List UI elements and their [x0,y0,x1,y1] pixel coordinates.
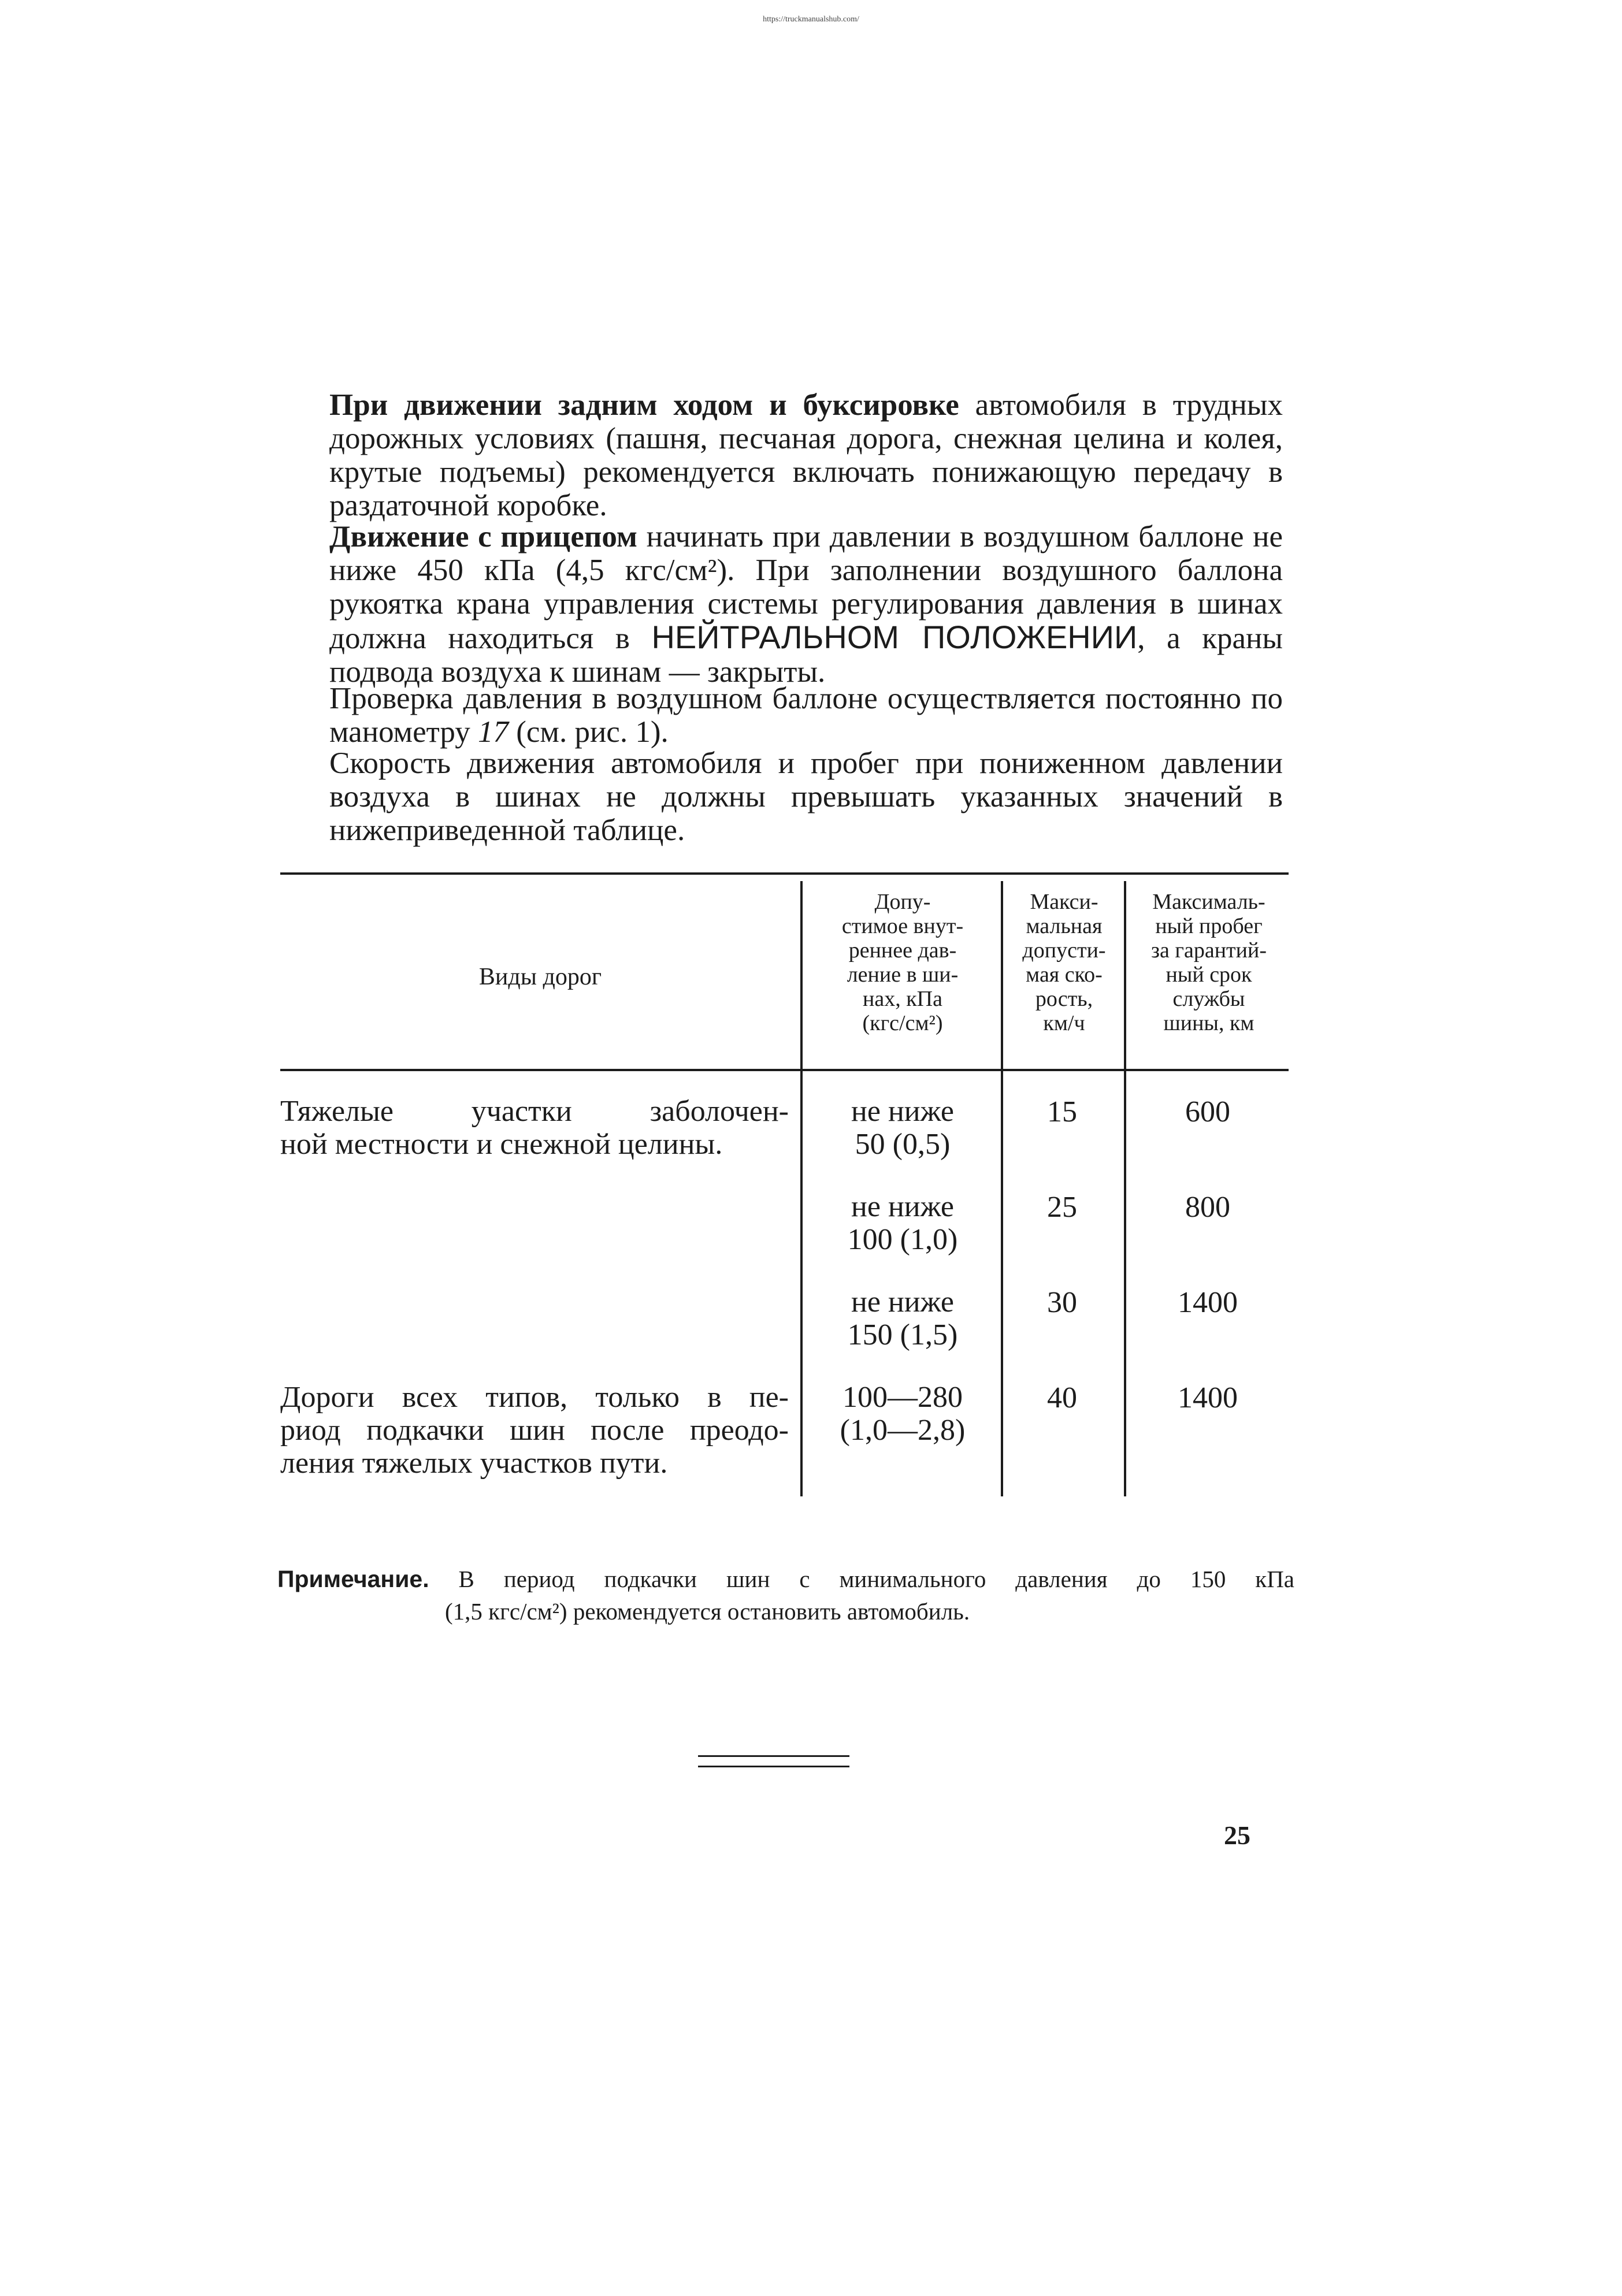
table-cell-speed: 15 [1047,1095,1077,1128]
table-column-divider [800,881,803,1496]
table-column-divider [1124,881,1126,1496]
header-max-mileage [1128,890,1290,1035]
table-cell-mileage: 1400 [1178,1381,1238,1414]
paragraph-lead-bold: При движении задним ходом и буксировке [329,388,959,422]
road-type-line: риод подкачки шин после преодо- [280,1414,789,1447]
road-type-line: Дороги всех типов, только в пе- [280,1381,789,1414]
table-top-rule [280,872,1289,875]
table-cell-mileage: 1400 [1178,1286,1238,1319]
header-line: мальная [1026,914,1103,938]
table-cell-mileage: 800 [1185,1191,1230,1224]
paragraph-lead-bold: Движение с прицепом [329,520,637,553]
header-line: за гарантий- [1151,938,1267,963]
header-line: службы [1172,987,1245,1011]
gauge-reference: 17 [477,715,509,749]
pressure-line: 150 (1,5) [847,1318,958,1351]
table-note [277,1563,1294,1628]
table-column-divider [1001,881,1003,1496]
header-line: Допу- [874,890,931,914]
note-line [277,1595,1294,1628]
pressure-line: 100—280 [842,1381,963,1414]
note-label: Примечание. [277,1566,429,1592]
table-header-rule [280,1069,1289,1071]
pressure-line: не ниже [851,1286,954,1318]
paragraph-body: , а краны подвода воздуха к шинам — закрыты. [329,622,1283,689]
note-text: В период подкачки шин с минимального давления до 150 кПа [429,1566,1294,1592]
paragraph-reverse-towing [329,388,1283,522]
paragraph-pressure-check [329,682,1283,749]
paragraph-speed-limits: Скорость движения автомобиля и пробег при пониженном давлении воздуха в шинах не должны превышать указанных значений в нижеприведенной таблице. [329,746,1283,847]
pressure-line: 100 (1,0) [847,1223,958,1256]
header-line: (кгс/см²) [862,1011,943,1035]
paragraph-body: начинать при давлении в воздушном баллоне не ниже 450 кПа (4,5 кгс/см²). При заполнении воздушного баллона рукоятка крана управления системы регулирования давления в шинах должна находиться в [329,520,1283,655]
header-road-types: Виды дорог [478,964,602,990]
table-cell-pressure [804,1381,1001,1447]
paragraph-trailer [329,520,1283,689]
header-line: ный срок [1166,963,1252,987]
pressure-line: не ниже [851,1095,954,1128]
paragraph-body: Проверка давления в воздушном баллоне осуществляется постоянно по манометру [329,682,1283,749]
header-line: Максималь- [1152,890,1265,914]
section-end-rule [698,1755,849,1757]
note-line [277,1563,1294,1595]
table-cell-speed: 40 [1047,1381,1077,1414]
road-type-line: ления тяжелых участков пути. [280,1447,668,1480]
header-pressure [804,890,1001,1035]
page-number: 25 [1224,1821,1250,1850]
header-line: стимое внут- [841,914,964,938]
header-line: нах, кПа [863,987,942,1011]
note-text: (1,5 кгс/см²) рекомендуется остановить автомобиль. [445,1598,970,1625]
header-line: рость, [1035,987,1093,1011]
paragraph-body: автомобиля в трудных дорожных условиях (пашня, песчаная дорога, снежная целина и колея, крутые подъемы) рекомендуется включать понижающую передачу в раздаточной коробке. [329,388,1283,522]
header-line: ный пробег [1155,914,1263,938]
pressure-line: (1,0—2,8) [840,1414,966,1447]
road-type-line: Тяжелые участки заболочен- [280,1095,789,1128]
road-type-line: ной местности и снежной целины. [280,1128,723,1161]
header-line: допусти- [1022,938,1106,963]
table-cell-pressure [804,1190,1001,1256]
header-line: реннее дав- [848,938,957,963]
source-url: https://truckmanualshub.com/ [763,15,859,24]
header-line: км/ч [1043,1011,1085,1035]
header-line: ление в ши- [847,963,959,987]
table-cell-mileage: 600 [1185,1095,1230,1128]
header-line: Макси- [1030,890,1098,914]
road-type-all-roads [280,1381,789,1480]
neutral-position-text: НЕЙТРАЛЬНОМ ПОЛОЖЕНИИ [651,619,1138,655]
table-cell-speed: 25 [1047,1191,1077,1224]
pressure-line: 50 (0,5) [855,1128,951,1161]
header-max-speed [1004,890,1124,1035]
table-cell-speed: 30 [1047,1286,1077,1319]
header-line: шины, км [1163,1011,1254,1035]
section-end-rule [698,1766,849,1767]
pressure-line: не ниже [851,1190,954,1223]
road-type-swamp-snow [280,1095,789,1161]
table-cell-pressure [804,1286,1001,1351]
table-cell-pressure [804,1095,1001,1161]
paragraph-body: (см. рис. 1). [508,715,669,749]
header-line: мая ско- [1026,963,1103,987]
